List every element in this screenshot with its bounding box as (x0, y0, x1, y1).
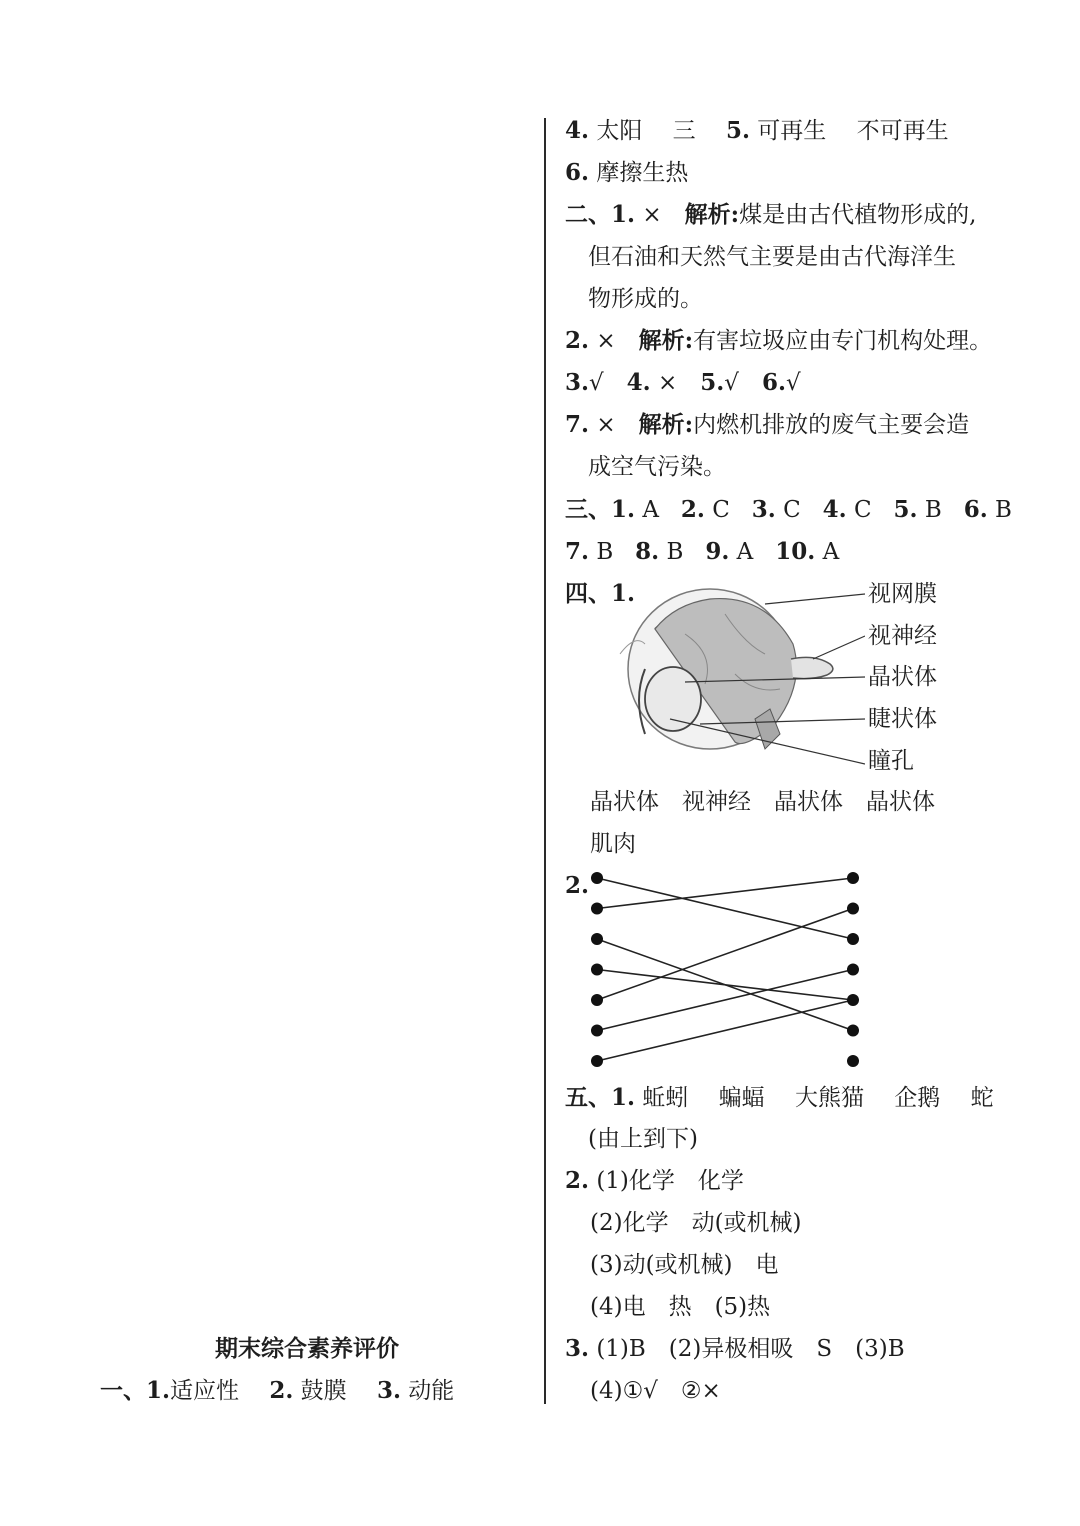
question-number: 4. (565, 117, 590, 144)
answer: A (822, 539, 840, 565)
answer: C (712, 497, 730, 523)
answer: (1)B (2)异极相吸 S (3)B (596, 1336, 905, 1362)
match-line (597, 1000, 853, 1061)
question-number: 10. (775, 538, 816, 565)
question-number: 4. (626, 369, 651, 396)
answer-line (565, 410, 969, 440)
matching-diagram (585, 866, 865, 1072)
answer-line (590, 787, 935, 817)
analysis-text: 煤是由古代植物形成的, (739, 202, 977, 228)
answer: 摩擦生热 (596, 160, 689, 186)
answer: 蝙蝠 (718, 1085, 765, 1111)
question-number: 3. (565, 369, 590, 396)
answer: B (596, 539, 614, 565)
match-dot-left (591, 872, 603, 884)
answer-line (565, 200, 976, 230)
question-number: 2. (565, 1167, 590, 1194)
question-number: 7. (565, 411, 590, 438)
answer: (1)化学 化学 (596, 1168, 744, 1194)
question-number: 9. (705, 538, 730, 565)
answer-line: (4)①√ ②× (590, 1378, 721, 1404)
answer-line (100, 1376, 454, 1406)
match-line (597, 878, 853, 909)
match-dot-left (591, 1025, 603, 1037)
match-dot-left (591, 964, 603, 976)
match-dot-left (591, 933, 603, 945)
question-number: 5. (725, 117, 750, 144)
eye-diagram (615, 574, 865, 774)
analysis-text: 内燃机排放的废气主要会造 (693, 412, 970, 438)
match-dot-right (847, 964, 859, 976)
answer: 企鹅 (894, 1085, 941, 1111)
answer: 大熊猫 (794, 1085, 864, 1111)
mark: √ (589, 370, 604, 396)
match-dot-left (591, 994, 603, 1006)
question-number: 三、1. (565, 496, 636, 523)
answer: 视神经 (682, 789, 751, 815)
match-line (597, 909, 853, 1001)
answer-line (590, 829, 636, 859)
question-number: 2. (269, 1377, 294, 1404)
answer: 晶状体 (590, 789, 659, 815)
match-line (597, 970, 853, 1031)
question-number: 3. (751, 496, 776, 523)
answer: 蛇 (970, 1085, 994, 1111)
answer-line: (2)化学 动(或机械) (590, 1210, 802, 1236)
answer-line (565, 116, 949, 146)
answer-line (565, 1166, 744, 1196)
question-number: 4. (822, 496, 847, 523)
match-dot-right (847, 1055, 859, 1067)
question-number: 一、1. (100, 1377, 171, 1404)
analysis-label: 解析: (638, 411, 694, 438)
mark: × (596, 412, 616, 438)
optic-nerve-shape (791, 657, 833, 678)
analysis-text: 成空气污染。 (588, 454, 726, 480)
question-number: 5. (700, 369, 725, 396)
answer-line: (由上到下) (588, 1126, 698, 1152)
answer: 太阳 (596, 118, 643, 144)
question-number: 6. (963, 496, 988, 523)
section-title: 期末综合素养评价 (215, 1335, 399, 1362)
match-dot-right (847, 872, 859, 884)
eye-label-optic-nerve: 视神经 (868, 623, 937, 649)
answer: C (783, 497, 801, 523)
answer: 可再生 (757, 118, 827, 144)
leader-line-optic-nerve (813, 636, 865, 659)
match-dot-right (847, 1025, 859, 1037)
match-dot-right (847, 933, 859, 945)
match-line (597, 970, 853, 1001)
leader-line-retina (765, 594, 865, 604)
mark: × (596, 328, 616, 354)
match-line (597, 878, 853, 939)
question-number: 6. (565, 159, 590, 186)
answer: 肌肉 (590, 831, 636, 857)
answer: 动能 (408, 1378, 455, 1404)
question-number: 3. (565, 1335, 590, 1362)
question-number: 8. (635, 538, 660, 565)
eye-label-lens: 晶状体 (868, 664, 937, 690)
eye-label-retina: 视网膜 (868, 581, 937, 607)
answer-line (565, 1334, 905, 1364)
answer-line: (4)电 热 (5)热 (590, 1294, 771, 1320)
answer-line: (3)动(或机械) 电 (590, 1252, 779, 1278)
answer-line (565, 326, 992, 356)
eye-label-pupil: 瞳孔 (868, 748, 914, 774)
question-number: 7. (565, 538, 590, 565)
answer: A (736, 539, 754, 565)
analysis-label: 解析: (684, 201, 740, 228)
question-number: 五、1. (565, 1084, 636, 1111)
analysis-label: 解析: (638, 327, 694, 354)
question-number: 5. (893, 496, 918, 523)
answer-line (565, 368, 801, 398)
answer: 晶状体 (866, 789, 935, 815)
analysis-text: 有害垃圾应由专门机构处理。 (693, 328, 993, 354)
column-divider (544, 118, 546, 1404)
answer: B (666, 539, 684, 565)
answer: 鼓膜 (300, 1378, 347, 1404)
mark: × (658, 370, 678, 396)
match-dot-left (591, 903, 603, 915)
answer: 蚯蚓 (642, 1085, 689, 1111)
analysis-text: 但石油和天然气主要是由古代海洋生 (588, 244, 956, 270)
answer-line (565, 537, 839, 567)
mark: √ (785, 370, 801, 396)
question-number: 2. (565, 327, 590, 354)
answer: C (853, 497, 872, 523)
answer-line (565, 158, 688, 188)
answer: 三 (672, 118, 696, 144)
answer-line (565, 495, 1012, 525)
question-number: 2. (565, 872, 590, 899)
question-number: 四、1. (565, 580, 636, 607)
question-number: 2. (680, 496, 705, 523)
answer-line (565, 1083, 994, 1113)
match-dot-left (591, 1055, 603, 1067)
mark: × (642, 202, 662, 228)
answer: 适应性 (170, 1378, 240, 1404)
answer: B (995, 497, 1012, 523)
analysis-text: 物形成的。 (588, 286, 703, 312)
match-dot-right (847, 903, 859, 915)
lens-shape (645, 667, 701, 731)
answer: A (642, 497, 659, 523)
answer: 晶状体 (774, 789, 843, 815)
answer: 不可再生 (856, 118, 949, 144)
question-number: 3. (376, 1377, 401, 1404)
match-dot-right (847, 994, 859, 1006)
question-number: 6. (761, 369, 786, 396)
answer: B (924, 497, 942, 523)
question-number: 二、1. (565, 201, 636, 228)
eye-label-ciliary-body: 睫状体 (868, 706, 937, 732)
mark: √ (724, 370, 739, 396)
